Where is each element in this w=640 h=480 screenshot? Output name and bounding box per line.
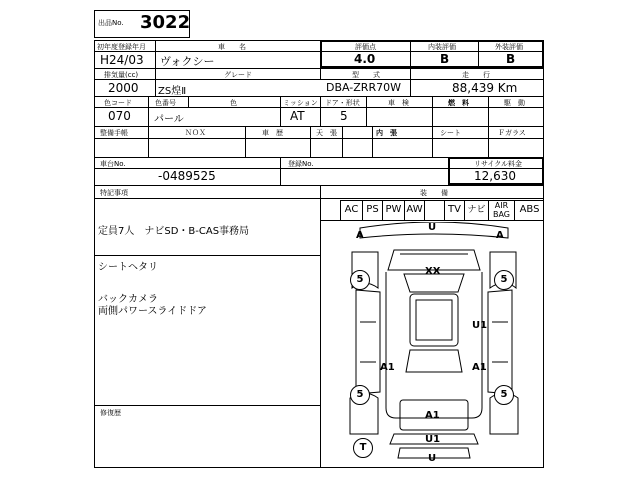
grade-roof: XX [425, 266, 441, 277]
rule [245, 126, 246, 157]
lot-number: 3022 [140, 12, 191, 33]
rule [320, 220, 544, 221]
displacement-value: 2000 [108, 81, 139, 95]
grade-left-rocker: A1 [380, 362, 395, 373]
grade-right-rocker: A1 [472, 362, 487, 373]
equip-blank [424, 200, 444, 220]
rule [410, 79, 411, 96]
grade-left-front-wheel: 5 [350, 270, 370, 290]
rule [280, 96, 281, 126]
equip-ps: PS [362, 200, 382, 220]
grade-spare-tire: T [353, 438, 373, 458]
repair-label: 修復歴 [100, 409, 121, 417]
rule [488, 96, 489, 126]
lot-label: 出品No. [98, 19, 124, 27]
year-label: 初年度登録年月 [97, 43, 146, 51]
color-label: 色 [230, 99, 237, 107]
seat-label: シート [440, 129, 461, 137]
notes-line-3: バックカメラ [98, 294, 158, 305]
rule [94, 405, 320, 406]
rule [280, 157, 281, 185]
equip-airbag: AIR BAG [488, 200, 514, 220]
rule [432, 126, 433, 157]
grade-value: ZS煌Ⅱ [158, 86, 187, 97]
manual-label: 整備手帳 [100, 129, 128, 137]
mission-value: AT [290, 109, 305, 123]
history-label: 車 歴 [262, 129, 283, 137]
notes-line-4: 両側パワースライドドア [98, 306, 207, 317]
rule [372, 126, 373, 157]
name-label: 車 名 [218, 43, 246, 51]
grade-back-door: A1 [425, 410, 440, 421]
rule [488, 126, 489, 157]
equip-pw: PW [382, 200, 404, 220]
equipment-title: 装 備 [420, 189, 448, 197]
rule [310, 126, 311, 157]
chassis-label: 車台No. [100, 160, 126, 168]
rule [366, 96, 367, 126]
grade-left-rear-wheel: 5 [350, 385, 370, 405]
recycle-value: 12,630 [474, 169, 516, 183]
exterior-value: B [506, 52, 516, 66]
grade-right-rear-door: U1 [472, 320, 488, 331]
colorno-label: 色番号 [155, 99, 176, 107]
score-value: 4.0 [354, 52, 376, 66]
door-label: ドア・形状 [325, 99, 360, 107]
rule [94, 255, 320, 256]
grade-right-rear-wheel: 5 [494, 385, 514, 405]
rule [94, 198, 544, 199]
notes-title: 特記事項 [100, 189, 128, 197]
inspection-label: 車 検 [388, 99, 409, 107]
notes-line-2: シートヘタリ [98, 262, 158, 273]
rule [320, 96, 321, 126]
displacement-label: 排気量(cc) [104, 71, 139, 79]
rule [148, 96, 149, 126]
colorcode-label: 色コード [104, 99, 132, 107]
exterior-label: 外装評価 [495, 43, 523, 51]
grade-rear-bumper-top: U1 [425, 434, 441, 445]
car-diagram [330, 222, 542, 466]
interior-tear-label: 内 張 [376, 129, 397, 137]
equip-abs: ABS [514, 200, 544, 220]
rule [155, 68, 156, 96]
rule [342, 126, 343, 157]
interior-label: 内装評価 [428, 43, 456, 51]
rule [94, 185, 544, 186]
name-value: ヴォクシー [160, 55, 215, 68]
drive-label: 駆 動 [504, 99, 525, 107]
regno-label: 登録No. [288, 160, 314, 168]
door-value: 5 [340, 109, 348, 123]
rule [94, 138, 544, 139]
year-value: H24/03 [100, 53, 144, 67]
rule [94, 126, 544, 127]
score-label: 評価点 [355, 43, 376, 51]
grade-right-front-wheel: 5 [494, 270, 514, 290]
grade-rear-bumper-bottom: U [428, 453, 437, 464]
fglass-label: Ｆガラス [498, 129, 526, 137]
equip-aw: AW [404, 200, 424, 220]
rule [188, 96, 189, 107]
roof-label: 天 張 [316, 129, 337, 137]
mileage-label: 走 行 [462, 71, 490, 79]
fuel-label: 燃 料 [448, 99, 469, 107]
equip-tv: TV [444, 200, 464, 220]
rule [148, 126, 149, 157]
interior-value: B [440, 52, 450, 66]
equip-navi: ナビ [464, 200, 488, 220]
recycle-label: リサイクル料金 [474, 160, 523, 168]
rule [432, 96, 433, 126]
colorcode-value: 070 [108, 109, 131, 123]
mileage-value: 88,439 Km [452, 81, 518, 95]
model-label: 型 式 [352, 71, 380, 79]
rule [320, 185, 321, 468]
color-value: パール [154, 114, 184, 125]
nox-label: ＮＯＸ [185, 129, 206, 137]
model-value: DBA-ZRR70W [326, 81, 401, 94]
grade-label: グレード [224, 71, 252, 79]
grade-front-top: U [428, 222, 437, 233]
rule [410, 68, 411, 79]
grade-front-left: A [356, 230, 364, 241]
notes-line-1: 定員7人 ナビSD・B-CAS事務局 [98, 226, 250, 237]
grade-front-right: A [496, 230, 504, 241]
chassis-value: -0489525 [158, 169, 216, 183]
equip-ac: AC [340, 200, 362, 220]
mission-label: ミッション [283, 99, 318, 107]
